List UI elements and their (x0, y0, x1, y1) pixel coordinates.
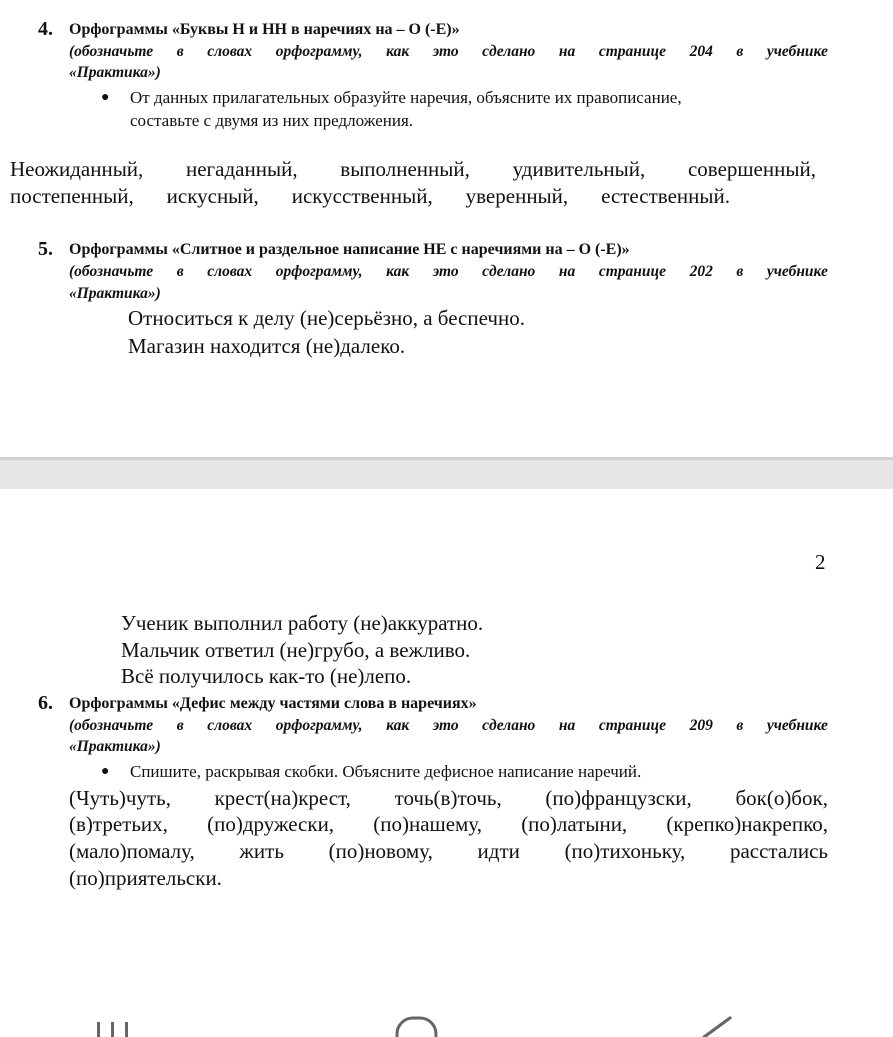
section-6-title: Орфограммы «Дефис между частями слова в наречиях» (69, 695, 477, 712)
section-4-task-line1: От данных прилагательных образуйте наречия, объясните их правописание, (130, 88, 682, 107)
word: удивительный, (512, 157, 646, 181)
word: постепенный, (10, 184, 134, 208)
section-4-task-line2: составьте с двумя из них предложения. (130, 111, 414, 130)
word: (по)новому, (328, 839, 433, 863)
word: искусный, (166, 184, 259, 208)
section-5-note-line2: «Практика») (69, 285, 161, 302)
note-word: в (736, 263, 744, 280)
note-word: (обозначьте (69, 263, 154, 280)
note-word: сделано (482, 263, 536, 280)
home-icon[interactable] (393, 1012, 441, 1037)
note-word: учебнике (766, 43, 828, 60)
note-word: странице (598, 263, 666, 280)
section-4-title: Орфограммы «Буквы Н и НН в наречиях на – О (-Е)» (69, 21, 460, 38)
word: бок(о)бок, (735, 786, 828, 810)
bullet-icon: ● (101, 90, 110, 105)
word: (по)тихоньку, (564, 839, 686, 863)
word: (по)нашему, (373, 812, 482, 836)
page-separator (0, 457, 893, 489)
word: уверенный, (465, 184, 569, 208)
note-word: орфограмму, (275, 43, 363, 60)
word: точь(в)точь, (394, 786, 502, 810)
word: (по)французски, (545, 786, 692, 810)
back-icon[interactable] (700, 1012, 736, 1037)
note-word: 209 (689, 717, 713, 734)
word: совершенный, (687, 157, 816, 181)
note-word: словах (207, 43, 253, 60)
section-6-note (69, 717, 828, 735)
note-word: словах (207, 263, 253, 280)
section-6-words-line3 (69, 839, 828, 864)
note-word: 204 (689, 43, 713, 60)
word: (по)латыни, (521, 812, 628, 836)
note-word: это (432, 263, 459, 280)
word: Неожиданный, (10, 157, 144, 181)
note-word: странице (598, 43, 666, 60)
note-word: в (176, 43, 184, 60)
note-word: на (558, 717, 576, 734)
section-6-words-line1 (69, 786, 828, 811)
word: (Чуть)чуть, (69, 786, 171, 810)
word: жить (239, 839, 284, 863)
sentence-2: Мальчик ответил (не)грубо, а вежливо. (121, 638, 471, 662)
section-5-title: Орфограммы «Слитное и раздельное написание НЕ с наречиями на – О (-Е)» (69, 241, 630, 258)
page-separator-shadow (0, 457, 893, 460)
note-word: как (386, 43, 410, 60)
word: (в)третьих, (69, 812, 168, 836)
word: искусственный, (291, 184, 433, 208)
section-6-task: Спишите, раскрывая скобки. Объясните дефисное написание наречий. (130, 762, 642, 781)
section-5-note (69, 263, 828, 281)
section-6-note-line2: «Практика») (69, 738, 161, 755)
word: расстались (729, 839, 828, 863)
note-word: 202 (689, 263, 713, 280)
note-word: в (176, 263, 184, 280)
note-word: как (386, 263, 410, 280)
note-word: как (386, 717, 410, 734)
note-word: учебнике (766, 263, 828, 280)
word: негаданный, (186, 157, 298, 181)
section-6-number: 6. (38, 692, 53, 714)
word: (крепко)накрепко, (666, 812, 828, 836)
note-word: это (432, 717, 459, 734)
page-number: 2 (815, 550, 826, 574)
note-word: сделано (482, 717, 536, 734)
note-word: учебнике (766, 717, 828, 734)
note-word: в (176, 717, 184, 734)
note-word: на (558, 43, 576, 60)
section-4-number: 4. (38, 18, 53, 40)
note-word: в (736, 717, 744, 734)
word: естественный. (601, 184, 730, 208)
recents-icon[interactable] (92, 1012, 136, 1037)
sentence-1: Ученик выполнил работу (не)аккуратно. (121, 611, 484, 635)
section-5-sentence-2: Магазин находится (не)далеко. (128, 334, 406, 358)
note-word: орфограмму, (275, 717, 363, 734)
note-word: (обозначьте (69, 43, 154, 60)
section-5-sentence-1: Относиться к делу (не)серьёзно, а беспечно. (128, 306, 525, 330)
section-4-note (69, 43, 828, 61)
section-4-words-line2 (10, 184, 730, 209)
note-word: это (432, 43, 459, 60)
section-5-number: 5. (38, 238, 53, 260)
word: (по)дружески, (207, 812, 335, 836)
section-4-words-line1 (10, 157, 816, 182)
note-word: в (736, 43, 744, 60)
note-word: на (558, 263, 576, 280)
word: выполненный, (340, 157, 470, 181)
word: крест(на)крест, (214, 786, 351, 810)
word: идти (477, 839, 520, 863)
section-4-note-line2: «Практика») (69, 64, 161, 81)
note-word: странице (598, 717, 666, 734)
section-6-words-line2 (69, 812, 828, 837)
bullet-icon: ● (101, 764, 110, 779)
note-word: орфограмму, (275, 263, 363, 280)
section-6-words-line4: (по)приятельски. (69, 866, 222, 890)
sentence-3: Всё получилось как-то (не)лепо. (121, 664, 412, 688)
word: (мало)помалу, (69, 839, 195, 863)
note-word: сделано (482, 43, 536, 60)
note-word: словах (207, 717, 253, 734)
note-word: (обозначьте (69, 717, 154, 734)
